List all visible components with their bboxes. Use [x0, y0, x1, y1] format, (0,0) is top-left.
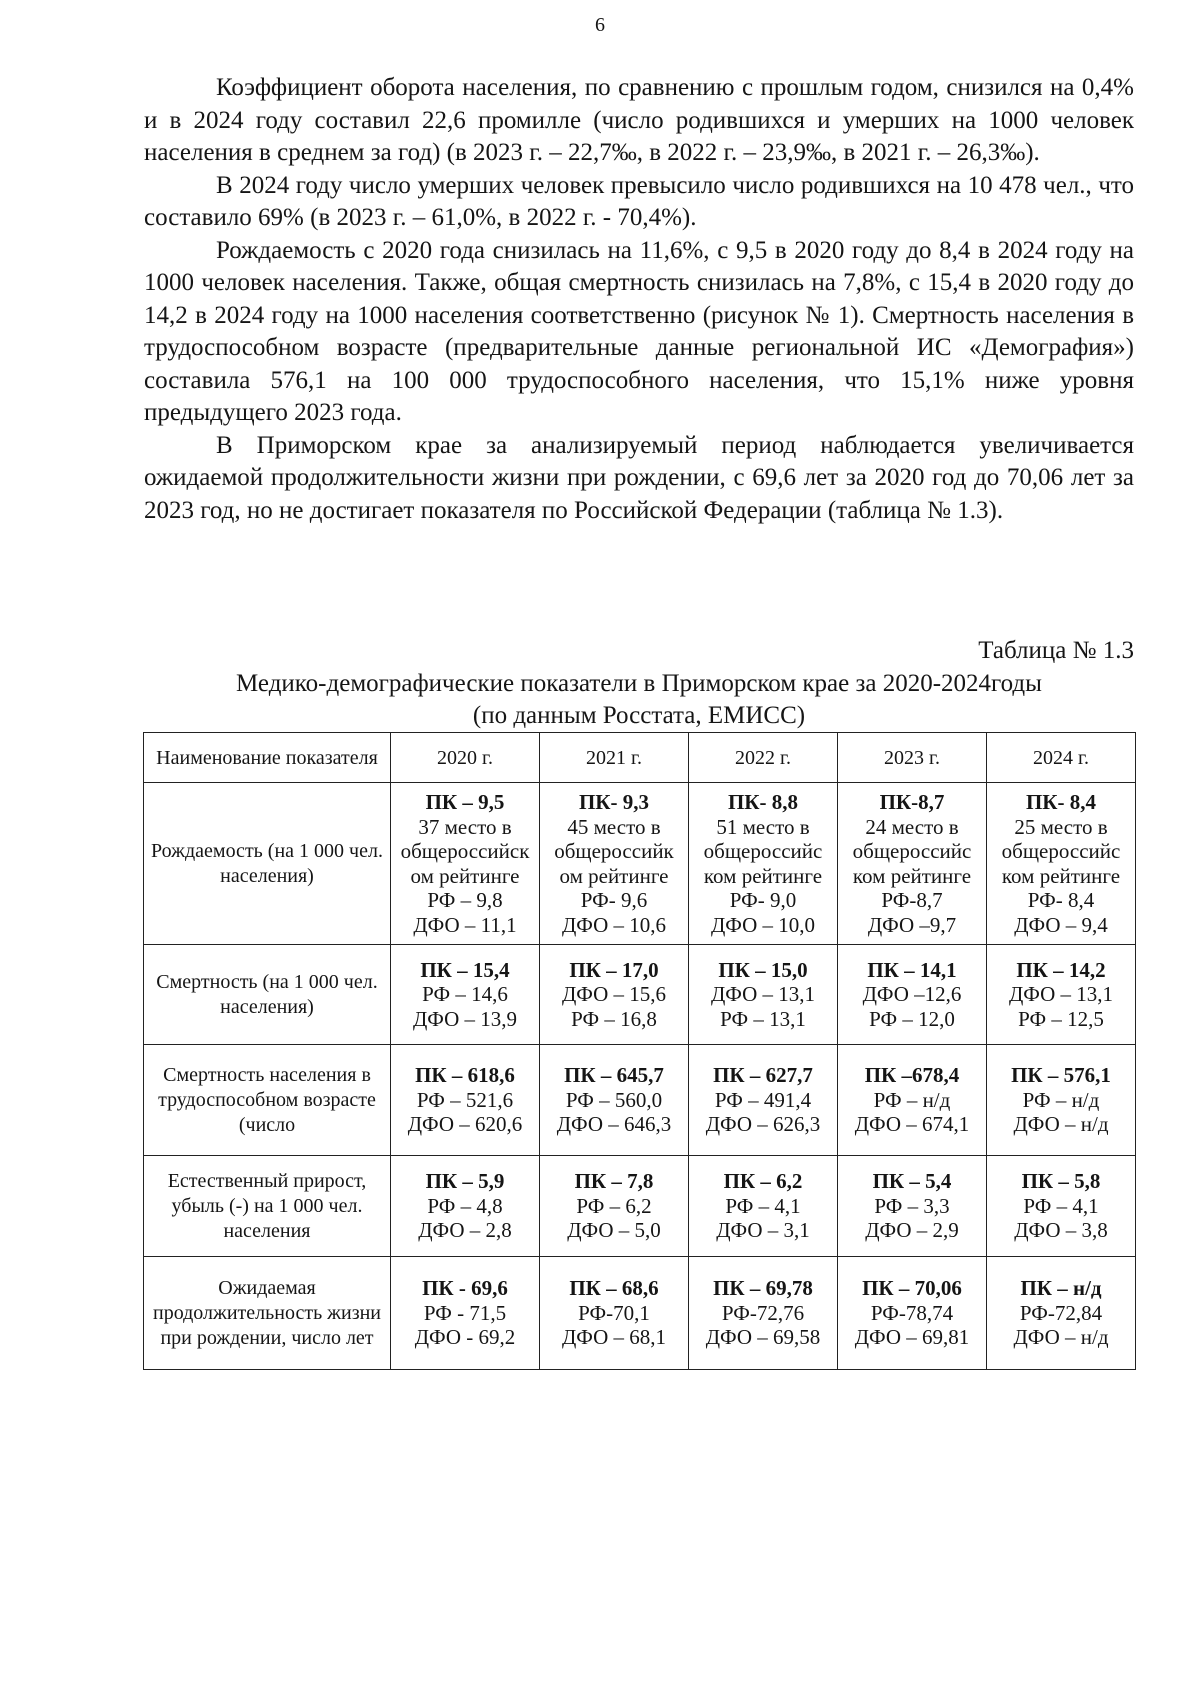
secondary-value: РФ – 3,3	[874, 1193, 950, 1218]
secondary-value: РФ – 560,0	[565, 1087, 663, 1112]
secondary-value: РФ – 12,0	[869, 1006, 955, 1031]
header-indicator: Наименование показателя	[144, 733, 391, 783]
region-value: ПК – 9,5	[425, 790, 505, 814]
region-value: ПК – 7,8	[574, 1169, 654, 1194]
table-row	[144, 783, 1136, 945]
secondary-value: РФ - 71,5	[423, 1300, 507, 1325]
rank-text: 51 место в общероссийс ком рейтинге	[703, 814, 823, 888]
value-cell	[540, 1156, 689, 1257]
table-header-row	[144, 733, 1136, 783]
secondary-value: ДФО – 13,1	[710, 982, 816, 1007]
indicators-table	[143, 732, 1136, 1370]
region-value: ПК- 9,3	[578, 790, 650, 814]
table-row	[144, 1045, 1136, 1156]
rf-value: РФ- 9,6	[580, 888, 648, 912]
secondary-value: ДФО – 3,1	[716, 1218, 810, 1243]
secondary-value: ДФО - 69,2	[414, 1325, 516, 1350]
paragraph: Рождаемость с 2020 года снизилась на 11,6%, с 9,5 в 2020 году до 8,4 в 2024 году на 1000 человек населения. Также, общая смертность снизилась на 7,8%, с 15,4 в 2020 году до 14,2 в 2024 году на 1000 населения соответственно (рисунок № 1). Смертность населения в трудоспособном возрасте (предварительные данные региональной ИС «Демография») составила 576,1 на 100 000 трудоспособного населения, что 15,1% ниже уровня предыдущего 2023 года.	[144, 236, 1134, 426]
rf-value: РФ – 9,8	[427, 888, 503, 912]
indicator-cell: Ожидаемая продолжительность жизни при рождении, число лет	[144, 1257, 391, 1370]
table-title	[144, 668, 1134, 732]
secondary-value: ДФО – 68,1	[561, 1325, 667, 1350]
region-value: ПК – 14,2	[1016, 957, 1106, 982]
table-title-main: Медико-демографические показатели в Приморском крае за 2020-2024годы	[236, 670, 1042, 697]
secondary-value: РФ – 521,6	[416, 1087, 514, 1112]
region-value: ПК – 69,78	[713, 1276, 813, 1301]
value-cell	[838, 945, 987, 1045]
secondary-value: РФ – 4,1	[1023, 1193, 1099, 1218]
secondary-value: ДФО –12,6	[862, 982, 962, 1007]
region-value: ПК – 17,0	[569, 957, 659, 982]
rf-value: РФ- 8,4	[1027, 888, 1095, 912]
header-year: 2023 г.	[838, 733, 987, 783]
secondary-value: РФ – 13,1	[720, 1006, 806, 1031]
secondary-value: РФ-78,74	[870, 1300, 954, 1325]
secondary-value: РФ-72,84	[1019, 1300, 1103, 1325]
region-value: ПК – 5,4	[872, 1169, 952, 1194]
secondary-value: РФ – 4,8	[427, 1193, 503, 1218]
secondary-value: ДФО – 626,3	[705, 1112, 821, 1137]
value-cell	[540, 945, 689, 1045]
value-cell	[838, 1257, 987, 1370]
indicator-cell: Рождаемость (на 1 000 чел. населения)	[144, 783, 391, 945]
value-cell	[987, 1045, 1136, 1156]
secondary-value: ДФО – 3,8	[1014, 1218, 1108, 1243]
value-cell	[391, 1257, 540, 1370]
secondary-value: РФ-70,1	[578, 1300, 650, 1325]
secondary-value: ДФО – 646,3	[556, 1112, 672, 1137]
table-row	[144, 945, 1136, 1045]
region-value: ПК – н/д	[1020, 1276, 1102, 1301]
indicator-cell: Смертность населения в трудоспособном возрасте (число	[144, 1045, 391, 1156]
value-cell	[540, 1257, 689, 1370]
rank-text: 45 место в общероссийк ом рейтинге	[554, 814, 674, 888]
dfo-value: ДФО – 10,6	[561, 912, 667, 937]
secondary-value: ДФО – 69,81	[854, 1325, 970, 1350]
table-subtitle: (по данным Росстата, ЕМИСС)	[472, 702, 806, 729]
header-year: 2020 г.	[391, 733, 540, 783]
header-year: 2022 г.	[689, 733, 838, 783]
secondary-value: РФ – 4,1	[725, 1193, 801, 1218]
value-cell	[540, 1045, 689, 1156]
table-row	[144, 1156, 1136, 1257]
rank-text: 25 место в общероссийс ком рейтинге	[1001, 814, 1121, 888]
region-value: ПК – 5,8	[1021, 1169, 1101, 1194]
region-value: ПК – 5,9	[425, 1169, 505, 1194]
value-cell	[838, 1156, 987, 1257]
indicator-cell: Смертность (на 1 000 чел. населения)	[144, 945, 391, 1045]
value-cell	[689, 945, 838, 1045]
value-cell	[987, 1156, 1136, 1257]
region-value: ПК – 618,6	[415, 1063, 515, 1088]
value-cell	[689, 1156, 838, 1257]
value-cell	[689, 1045, 838, 1156]
region-value: ПК – 645,7	[564, 1063, 664, 1088]
value-cell	[689, 783, 838, 945]
rank-text: 24 место в общероссийс ком рейтинге	[852, 814, 972, 888]
value-cell	[391, 945, 540, 1045]
region-value: ПК - 69,6	[422, 1276, 508, 1301]
region-value: ПК – 68,6	[569, 1276, 659, 1301]
secondary-value: ДФО – 2,8	[418, 1218, 512, 1243]
region-value: ПК – 576,1	[1011, 1063, 1111, 1088]
region-value: ПК- 8,8	[727, 790, 799, 814]
secondary-value: РФ – 16,8	[571, 1006, 657, 1031]
secondary-value: ДФО – 15,6	[561, 982, 667, 1007]
value-cell	[391, 783, 540, 945]
rf-value: РФ- 9,0	[729, 888, 797, 912]
value-cell	[689, 1257, 838, 1370]
dfo-value: ДФО –9,7	[867, 912, 957, 937]
body-text	[144, 72, 1134, 527]
secondary-value: ДФО – 13,9	[412, 1006, 518, 1031]
secondary-value: ДФО – 13,1	[1008, 982, 1114, 1007]
region-value: ПК –678,4	[864, 1063, 960, 1088]
value-cell	[987, 783, 1136, 945]
region-value: ПК – 627,7	[713, 1063, 813, 1088]
secondary-value: РФ – 12,5	[1018, 1006, 1104, 1031]
region-value: ПК- 8,4	[1025, 790, 1097, 814]
page-number: 6	[595, 14, 605, 36]
secondary-value: РФ – 14,6	[422, 982, 508, 1007]
secondary-value: ДФО – 5,0	[567, 1218, 661, 1243]
region-value: ПК – 70,06	[862, 1276, 962, 1301]
table-label: Таблица № 1.3	[978, 637, 1134, 664]
secondary-value: ДФО – 2,9	[865, 1218, 959, 1243]
value-cell	[987, 1257, 1136, 1370]
table-row	[144, 1257, 1136, 1370]
region-value: ПК – 15,0	[718, 957, 808, 982]
dfo-value: ДФО – 10,0	[710, 912, 816, 937]
secondary-value: РФ – 491,4	[714, 1087, 812, 1112]
paragraph: В 2024 году число умерших человек превысило число родившихся на 10 478 чел., что составило 69% (в 2023 г. – 61,0%, в 2022 г. - 70,4%).	[144, 171, 1134, 231]
region-value: ПК – 6,2	[723, 1169, 803, 1194]
secondary-value: РФ – 6,2	[576, 1193, 652, 1218]
secondary-value: ДФО – 69,58	[705, 1325, 821, 1350]
rf-value: РФ-8,7	[881, 888, 943, 912]
region-value: ПК-8,7	[879, 790, 945, 814]
secondary-value: РФ – н/д	[1022, 1087, 1100, 1112]
secondary-value: ДФО – н/д	[1013, 1325, 1109, 1350]
value-cell	[838, 1045, 987, 1156]
region-value: ПК – 15,4	[420, 957, 510, 982]
rank-text: 37 место в общероссийск ом рейтинге	[400, 814, 530, 888]
secondary-value: РФ – н/д	[873, 1087, 951, 1112]
value-cell	[987, 945, 1136, 1045]
value-cell	[391, 1156, 540, 1257]
secondary-value: ДФО – 620,6	[407, 1112, 523, 1137]
dfo-value: ДФО – 9,4	[1014, 912, 1108, 937]
secondary-value: ДФО – н/д	[1013, 1112, 1109, 1137]
header-year: 2024 г.	[987, 733, 1136, 783]
value-cell	[540, 783, 689, 945]
value-cell	[838, 783, 987, 945]
value-cell	[391, 1045, 540, 1156]
secondary-value: РФ-72,76	[721, 1300, 805, 1325]
dfo-value: ДФО – 11,1	[413, 912, 517, 937]
secondary-value: ДФО – 674,1	[854, 1112, 970, 1137]
region-value: ПК – 14,1	[867, 957, 957, 982]
header-year: 2021 г.	[540, 733, 689, 783]
paragraph: В Приморском крае за анализируемый период наблюдается увеличивается ожидаемой продолжительности жизни при рождении, с 69,6 лет за 2020 год до 70,06 лет за 2023 год, но не достигает показателя по Российской Федерации (таблица № 1.3).	[144, 431, 1134, 524]
paragraph: Коэффициент оборота населения, по сравнению с прошлым годом, снизился на 0,4% и в 2024 году составил 22,6 промилле (число родившихся и умерших на 1000 человек населения в среднем за год) (в 2023 г. – 22,7‰, в 2022 г. – 23,9‰, в 2021 г. – 26,3‰).	[144, 74, 1134, 166]
indicator-cell: Естественный прирост, убыль (-) на 1 000 чел. населения	[144, 1156, 391, 1257]
